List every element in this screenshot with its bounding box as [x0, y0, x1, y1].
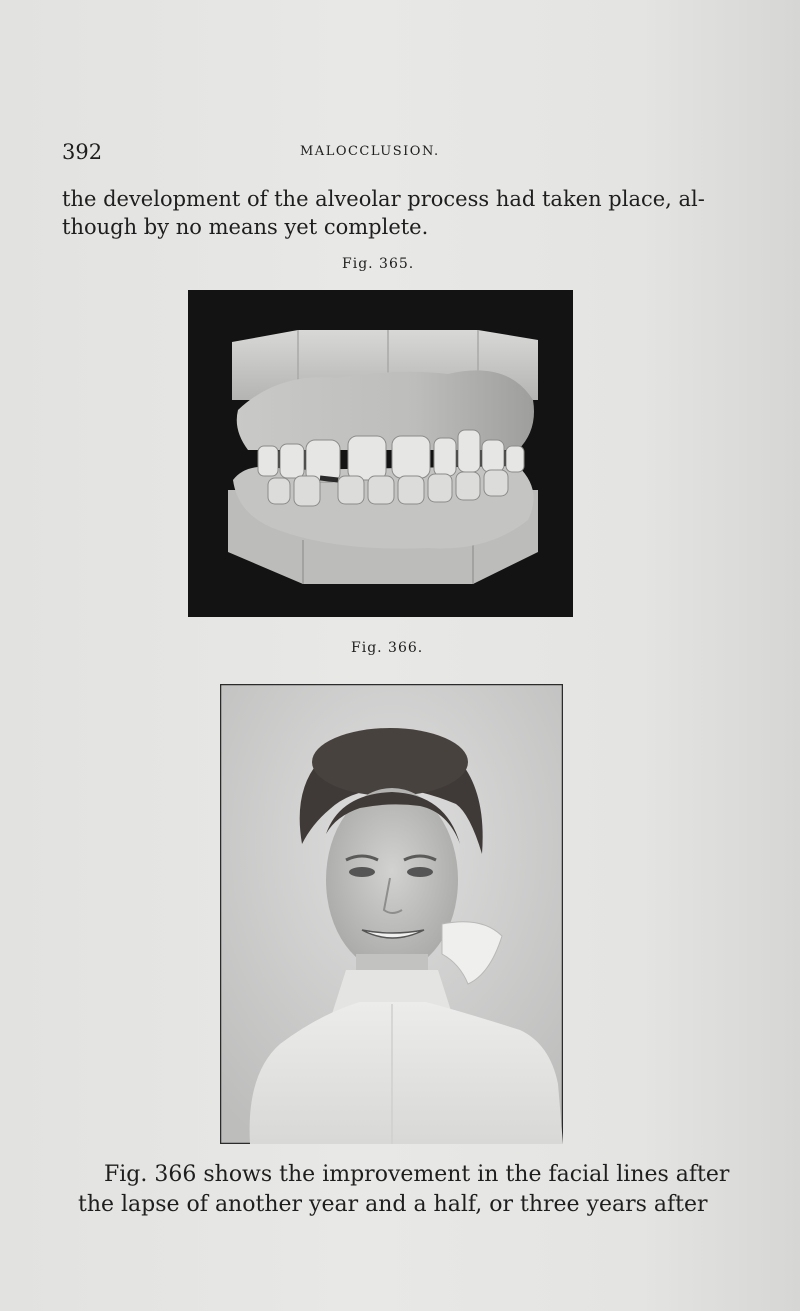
- intro-line-1: the development of the alveolar process had taken place, al-: [62, 187, 705, 211]
- body-line-2: the lapse of another year and a half, or three years after: [78, 1192, 708, 1217]
- figure-366-caption: Fig. 366.: [351, 640, 424, 656]
- figure-365-caption: Fig. 365.: [342, 256, 415, 272]
- body-paragraph: [62, 1160, 742, 1220]
- body-line-1: Fig. 366 shows the improvement in the facial lines after: [104, 1162, 730, 1187]
- figure-366-portrait-photo: [220, 684, 563, 1144]
- intro-paragraph: [62, 185, 705, 241]
- page-number: 392: [62, 140, 103, 164]
- figure-365-dental-cast-photo: [188, 290, 573, 617]
- intro-line-2: though by no means yet complete.: [62, 215, 429, 239]
- running-title: MALOCCLUSION.: [300, 144, 440, 159]
